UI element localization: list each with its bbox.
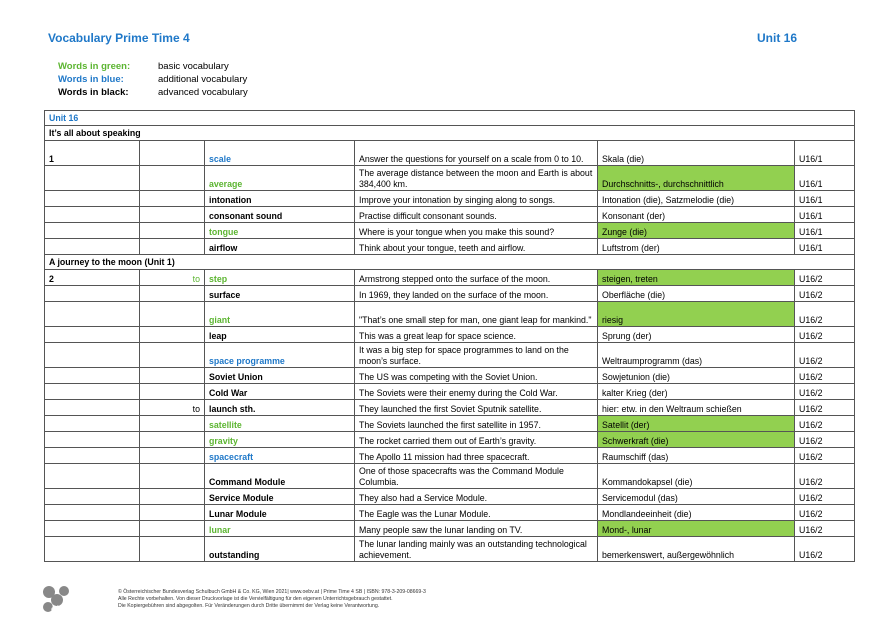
word-prefix	[140, 384, 205, 400]
footer-line: © Österreichischer Bundesverlag Schulbuch GmbH & Co. KG, Wien 2021| www.oebv.at | Prime Time 4 SB | ISBN: 978-3-209-08669-3	[118, 589, 426, 595]
unit-code: U16/2	[795, 464, 855, 489]
logo-text: öbv	[51, 604, 68, 614]
exercise-number	[45, 302, 140, 327]
legend-row-blue	[58, 73, 248, 86]
legend-value: additional vocabulary	[158, 74, 248, 85]
exercise-number	[45, 286, 140, 302]
translation: Mondlandeeinheit (die)	[598, 505, 795, 521]
word-prefix	[140, 207, 205, 223]
table-row	[45, 384, 855, 400]
exercise-number	[45, 223, 140, 239]
translation: Kommandokapsel (die)	[598, 464, 795, 489]
unit-code: U16/1	[795, 191, 855, 207]
example-sentence: The Eagle was the Lunar Module.	[355, 505, 598, 521]
translation: bemerkenswert, außergewöhnlich	[598, 537, 795, 562]
exercise-number	[45, 166, 140, 191]
exercise-number	[45, 416, 140, 432]
vocab-word: consonant sound	[205, 207, 355, 223]
example-sentence: The Soviets launched the first satellite in 1957.	[355, 416, 598, 432]
section-title: It’s all about speaking	[45, 126, 855, 141]
exercise-number	[45, 384, 140, 400]
unit-code: U16/2	[795, 400, 855, 416]
example-sentence: Armstrong stepped onto the surface of the moon.	[355, 270, 598, 286]
unit-code: U16/2	[795, 368, 855, 384]
vocab-word: lunar	[205, 521, 355, 537]
word-prefix	[140, 432, 205, 448]
example-sentence: One of those spacecrafts was the Command Module Columbia.	[355, 464, 598, 489]
example-sentence: Where is your tongue when you make this sound?	[355, 223, 598, 239]
translation: Sprung (der)	[598, 327, 795, 343]
exercise-number	[45, 521, 140, 537]
table-row	[45, 448, 855, 464]
word-prefix	[140, 537, 205, 562]
translation: Skala (die)	[598, 141, 795, 166]
example-sentence: The Soviets were their enemy during the Cold War.	[355, 384, 598, 400]
vocab-word: gravity	[205, 432, 355, 448]
unit-code: U16/2	[795, 432, 855, 448]
unit-code: U16/2	[795, 448, 855, 464]
legend-key: Words in blue:	[58, 74, 124, 85]
table-row	[45, 416, 855, 432]
table-row	[45, 521, 855, 537]
unit-code: U16/2	[795, 416, 855, 432]
vocab-word: spacecraft	[205, 448, 355, 464]
unit-code: U16/2	[795, 521, 855, 537]
unit-code: U16/2	[795, 270, 855, 286]
unit-code: U16/2	[795, 343, 855, 368]
word-prefix	[140, 327, 205, 343]
translation: Sowjetunion (die)	[598, 368, 795, 384]
translation: Servicemodul (das)	[598, 489, 795, 505]
translation: kalter Krieg (der)	[598, 384, 795, 400]
unit-header-row	[45, 111, 855, 126]
table-row	[45, 343, 855, 368]
word-prefix	[140, 521, 205, 537]
section-header-row	[45, 255, 855, 270]
exercise-number	[45, 489, 140, 505]
vocab-word: Service Module	[205, 489, 355, 505]
exercise-number	[45, 207, 140, 223]
exercise-number	[45, 239, 140, 255]
table-row	[45, 207, 855, 223]
footer-line: Alle Rechte vorbehalten. Von dieser Druckvorlage ist die Vervielfältigung für den eigenen Unterrichtsgebrauch gestattet.	[118, 596, 393, 602]
word-prefix	[140, 302, 205, 327]
table-row	[45, 270, 855, 286]
example-sentence: It was a big step for space programmes to land on the moon’s surface.	[355, 343, 598, 368]
unit-code: U16/1	[795, 141, 855, 166]
exercise-number	[45, 505, 140, 521]
table-row	[45, 239, 855, 255]
translation: Konsonant (der)	[598, 207, 795, 223]
color-legend	[58, 60, 248, 99]
vocab-word: space programme	[205, 343, 355, 368]
word-prefix	[140, 489, 205, 505]
table-row	[45, 302, 855, 327]
word-prefix	[140, 464, 205, 489]
exercise-number	[45, 448, 140, 464]
translation: Schwerkraft (die)	[598, 432, 795, 448]
translation: Durchschnitts-, durchschnittlich	[598, 166, 795, 191]
unit-code: U16/2	[795, 286, 855, 302]
translation: Luftstrom (der)	[598, 239, 795, 255]
exercise-number	[45, 327, 140, 343]
vocab-word: Soviet Union	[205, 368, 355, 384]
word-prefix: to	[140, 270, 205, 286]
vocab-word: Cold War	[205, 384, 355, 400]
unit-code: U16/1	[795, 239, 855, 255]
example-sentence: They also had a Service Module.	[355, 489, 598, 505]
translation: Oberfläche (die)	[598, 286, 795, 302]
vocab-word: satellite	[205, 416, 355, 432]
word-prefix	[140, 239, 205, 255]
translation: Intonation (die), Satzmelodie (die)	[598, 191, 795, 207]
table-row	[45, 286, 855, 302]
example-sentence: Think about your tongue, teeth and airflow.	[355, 239, 598, 255]
unit-title: Unit 16	[45, 111, 855, 126]
legend-value: advanced vocabulary	[158, 87, 248, 98]
table-row	[45, 505, 855, 521]
unit-code: U16/2	[795, 384, 855, 400]
unit-label: Unit 16	[757, 31, 798, 45]
exercise-number	[45, 537, 140, 562]
translation: Satellit (der)	[598, 416, 795, 432]
unit-code: U16/1	[795, 223, 855, 239]
legend-value: basic vocabulary	[158, 61, 229, 72]
footer-line: Die Kopiergebühren sind abgegolten. Für Veränderungen durch Dritte übernimmt der Verlag keine Verantwortung.	[118, 603, 380, 609]
unit-code: U16/1	[795, 166, 855, 191]
exercise-number: 1	[45, 141, 140, 166]
legend-key: Words in black:	[58, 87, 129, 98]
word-prefix	[140, 368, 205, 384]
legend-row-black	[58, 86, 248, 99]
vocab-word: average	[205, 166, 355, 191]
exercise-number	[45, 368, 140, 384]
example-sentence: The rocket carried them out of Earth’s gravity.	[355, 432, 598, 448]
vocab-word: Lunar Module	[205, 505, 355, 521]
table-row	[45, 537, 855, 562]
vocab-word: step	[205, 270, 355, 286]
exercise-number	[45, 191, 140, 207]
translation: Weltraumprogramm (das)	[598, 343, 795, 368]
footer-copyright	[118, 589, 426, 610]
table-row	[45, 489, 855, 505]
word-prefix	[140, 141, 205, 166]
example-sentence: They launched the first Soviet Sputnik satellite.	[355, 400, 598, 416]
word-prefix	[140, 286, 205, 302]
table-row	[45, 400, 855, 416]
example-sentence: The lunar landing mainly was an outstanding technological achievement.	[355, 537, 598, 562]
example-sentence: In 1969, they landed on the surface of the moon.	[355, 286, 598, 302]
vocab-word: launch sth.	[205, 400, 355, 416]
table-row	[45, 191, 855, 207]
legend-row-green	[58, 60, 248, 73]
word-prefix	[140, 416, 205, 432]
section-header-row	[45, 126, 855, 141]
example-sentence: Practise difficult consonant sounds.	[355, 207, 598, 223]
translation: steigen, treten	[598, 270, 795, 286]
translation: Mond-, lunar	[598, 521, 795, 537]
table-row	[45, 327, 855, 343]
example-sentence: The US was competing with the Soviet Union.	[355, 368, 598, 384]
unit-code: U16/2	[795, 505, 855, 521]
vocab-word: Command Module	[205, 464, 355, 489]
table-row	[45, 141, 855, 166]
exercise-number: 2	[45, 270, 140, 286]
word-prefix	[140, 505, 205, 521]
vocab-word: airflow	[205, 239, 355, 255]
section-title: A journey to the moon (Unit 1)	[45, 255, 855, 270]
table-row	[45, 464, 855, 489]
word-prefix: to	[140, 400, 205, 416]
legend-key: Words in green:	[58, 61, 131, 72]
example-sentence: The average distance between the moon and Earth is about 384,400 km.	[355, 166, 598, 191]
word-prefix	[140, 448, 205, 464]
unit-code: U16/2	[795, 489, 855, 505]
unit-code: U16/2	[795, 327, 855, 343]
example-sentence: "That’s one small step for man, one giant leap for mankind."	[355, 302, 598, 327]
exercise-number	[45, 400, 140, 416]
vocab-word: leap	[205, 327, 355, 343]
exercise-number	[45, 432, 140, 448]
unit-code: U16/1	[795, 207, 855, 223]
table-row	[45, 368, 855, 384]
exercise-number	[45, 343, 140, 368]
vocab-word: tongue	[205, 223, 355, 239]
vocab-word: scale	[205, 141, 355, 166]
example-sentence: Many people saw the lunar landing on TV.	[355, 521, 598, 537]
page-title: Vocabulary Prime Time 4	[48, 31, 190, 45]
obv-logo	[40, 583, 74, 617]
word-prefix	[140, 191, 205, 207]
unit-code: U16/2	[795, 537, 855, 562]
table-row	[45, 166, 855, 191]
example-sentence: Answer the questions for yourself on a scale from 0 to 10.	[355, 141, 598, 166]
example-sentence: This was a great leap for space science.	[355, 327, 598, 343]
vocab-word: outstanding	[205, 537, 355, 562]
example-sentence: The Apollo 11 mission had three spacecraft.	[355, 448, 598, 464]
exercise-number	[45, 464, 140, 489]
example-sentence: Improve your intonation by singing along to songs.	[355, 191, 598, 207]
word-prefix	[140, 223, 205, 239]
vocab-word: giant	[205, 302, 355, 327]
translation: riesig	[598, 302, 795, 327]
unit-code: U16/2	[795, 302, 855, 327]
vocab-word: surface	[205, 286, 355, 302]
vocabulary-table	[44, 110, 855, 562]
table-row	[45, 432, 855, 448]
word-prefix	[140, 166, 205, 191]
word-prefix	[140, 343, 205, 368]
translation: hier: etw. in den Weltraum schießen	[598, 400, 795, 416]
translation: Raumschiff (das)	[598, 448, 795, 464]
table-row	[45, 223, 855, 239]
translation: Zunge (die)	[598, 223, 795, 239]
vocab-word: intonation	[205, 191, 355, 207]
